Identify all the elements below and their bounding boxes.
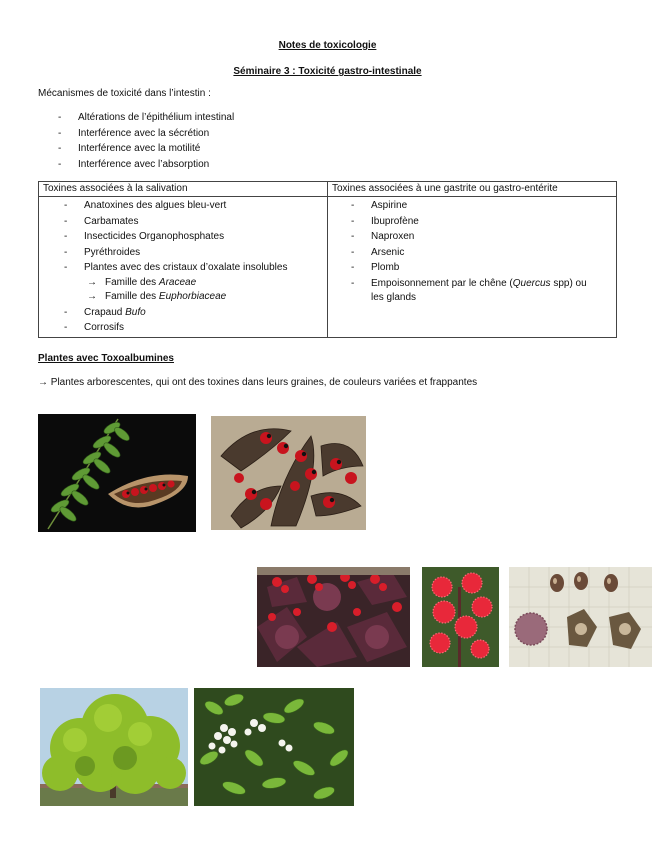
list-item-oak: - Empoisonnement par le chêne (Quercus spp) ou xyxy=(371,276,616,292)
list-item: - Interférence avec la sécrétion xyxy=(78,126,234,142)
list-item: - Insecticides Organophosphates xyxy=(84,229,327,245)
salivation-cell xyxy=(39,197,328,338)
page-title: Notes de toxicologie xyxy=(278,40,377,51)
mechanisms-intro: Mécanismes de toxicité dans l’intestin : xyxy=(38,88,211,99)
list-item: - Altérations de l’épithélium intestinal xyxy=(78,110,234,126)
list-item: - Naproxen xyxy=(371,229,616,245)
list-item: - Arsenic xyxy=(371,245,616,261)
list-item: - Interférence avec la motilité xyxy=(78,141,234,157)
list-item: - Plantes avec des cristaux d’oxalate insolubles xyxy=(84,260,327,276)
list-item: - Pyréthroides xyxy=(84,245,327,261)
arrow-icon: → xyxy=(38,377,48,388)
mechanisms-list xyxy=(78,110,234,172)
toxins-table xyxy=(38,181,617,338)
sub-item-euphorbiaceae: → Famille des Euphorbiaceae xyxy=(43,290,327,305)
list-item: - Interférence avec l’absorption xyxy=(78,157,234,173)
table-header-gastritis: Toxines associées à une gastrite ou gastro-entérite xyxy=(328,182,617,197)
table-header-salivation: Toxines associées à la salivation xyxy=(39,182,328,197)
section-description: → Plantes arborescentes, qui ont des toxines dans leurs graines, de couleurs variées et frappantes xyxy=(38,377,478,388)
seminar-title: Séminaire 3 : Toxicité gastro-intestinale xyxy=(233,66,422,77)
list-item: - Anatoxines des algues bleu-vert xyxy=(84,198,327,214)
list-item: - Corrosifs xyxy=(84,320,327,336)
list-item: - Ibuprofène xyxy=(371,214,616,230)
list-item: - Plomb xyxy=(371,260,616,276)
section-heading: Plantes avec Toxoalbumines xyxy=(38,353,174,364)
arrow-icon: → xyxy=(87,291,97,302)
list-item: - Carbamates xyxy=(84,214,327,230)
list-item-toad: - Crapaud Bufo xyxy=(84,305,327,321)
tree-photo xyxy=(40,688,188,806)
castor-plant-photo xyxy=(257,567,410,667)
sub-item-araceae: → Famille des Araceae xyxy=(43,276,327,291)
castor-fruit-photo xyxy=(422,567,499,667)
gastritis-cell xyxy=(328,197,617,338)
list-item: - Aspirine xyxy=(371,198,616,214)
arrow-icon: → xyxy=(87,276,97,288)
oak-line-2: les glands xyxy=(371,292,417,303)
rosary-pea-seeds-photo xyxy=(211,416,366,530)
flowering-branch-photo xyxy=(194,688,354,806)
castor-seeds-photo xyxy=(509,567,652,667)
rosary-pea-pod-photo xyxy=(38,414,196,532)
